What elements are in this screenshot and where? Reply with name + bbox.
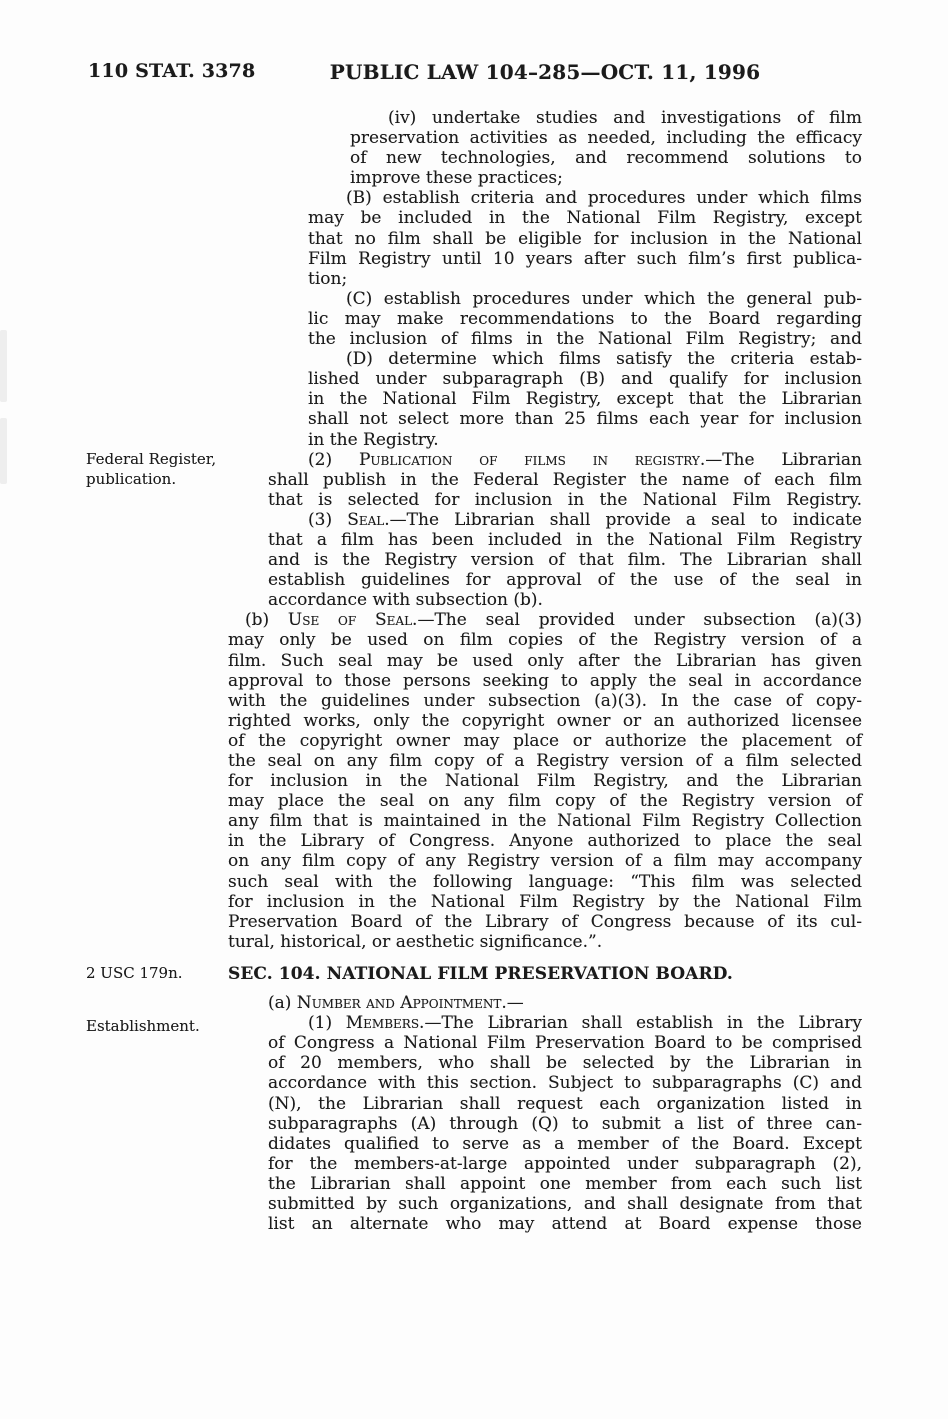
small-caps-text: umber and [311, 993, 395, 1014]
text-line: SEC. 104. NATIONAL FILM PRESERVATION BOARD. [228, 963, 733, 984]
text-line: may place the seal on any film copy of the Registry version of [228, 791, 862, 812]
margin-note [86, 963, 226, 983]
scan-artifact [0, 418, 7, 484]
text-line: for inclusion in the National Film Registry, and the Librarian [228, 771, 862, 792]
text-line: (C) establish procedures under which the general pub- [346, 288, 862, 309]
text-line: and is the Registry version of that film. The Librarian shall [268, 550, 862, 571]
text-line: of the copyright owner may place or authorize the placement of [228, 730, 862, 751]
text-line: accordance with this section. Subject to subparagraphs (C) and [268, 1073, 862, 1094]
text-line: in the National Film Registry, except that the Librarian [308, 389, 862, 410]
small-caps-text: embers [363, 1013, 420, 1034]
stat-page-number: 110 STAT. 3378 [88, 60, 256, 82]
text-line: that a film has been included in the National Film Registry [268, 529, 862, 550]
text-line: subparagraphs (A) through (Q) to submit a list of three can- [268, 1113, 862, 1134]
scan-artifact [0, 330, 7, 402]
page-header [0, 60, 948, 86]
text-line: (a) Number and Appointment.— [268, 993, 524, 1014]
text-line: (N), the Librarian shall request each organization listed in [268, 1093, 862, 1114]
margin-note [86, 1016, 226, 1036]
text-line: may only be used on film copies of the Registry version of a [228, 630, 862, 651]
text-line: accordance with subsection (b). [268, 590, 543, 611]
text-line: for the members-at-large appointed under subparagraph (2), [268, 1153, 862, 1174]
text-line: in the Library of Congress. Anyone authorized to place the seal [228, 831, 862, 852]
text-line: (3) Seal.—The Librarian shall provide a seal to indicate [308, 509, 862, 530]
text-line: the Librarian shall appoint one member from each such list [268, 1173, 862, 1194]
text-line: (b) Use of Seal.—The seal provided under subsection (a)(3) [245, 610, 862, 631]
text-line: tion; [308, 268, 348, 289]
text-line: improve these practices; [350, 168, 563, 189]
text-line: with the guidelines under subsection (a)(3). In the case of copy- [228, 690, 862, 711]
text-line: the inclusion of films in the National Film Registry; and [308, 329, 862, 350]
body-column [228, 108, 862, 1234]
small-caps-text: eal [386, 610, 413, 631]
text-line: in the Registry. [308, 429, 439, 450]
text-line: (1) Members.—The Librarian shall establish in the Library [308, 1013, 862, 1034]
margin-note-line: Federal Register, [86, 450, 217, 468]
margin-note [86, 449, 226, 489]
text-line: any film that is maintained in the National Film Registry Collection [228, 811, 862, 832]
text-line: shall publish in the Federal Register the name of each film [268, 469, 862, 490]
text-line: such seal with the following language: “This film was selected [228, 871, 862, 892]
text-line: lished under subparagraph (B) and qualify for inclusion [308, 369, 862, 390]
small-caps-text: se of [302, 610, 357, 631]
text-line: establish guidelines for approval of the use of the seal in [268, 570, 862, 591]
text-line: that is selected for inclusion in the National Film Registry. [268, 489, 862, 510]
text-line: Preservation Board of the Library of Congress because of its cul- [228, 911, 862, 932]
text-line: tural, historical, or aesthetic significance.”. [228, 931, 603, 952]
law-title: PUBLIC LAW 104–285—OCT. 11, 1996 [329, 60, 761, 84]
text-line: of Congress a National Film Preservation Board to be comprised [268, 1033, 862, 1054]
text-line: submitted by such organizations, and shall designate from that [268, 1193, 862, 1214]
text-line: may be included in the National Film Registry, except [308, 208, 862, 229]
text-line: righted works, only the copyright owner or an authorized licensee [228, 710, 862, 731]
text-line: that no film shall be eligible for inclusion in the National [308, 228, 862, 249]
text-line: didates qualified to serve as a member of the Board. Except [268, 1133, 862, 1154]
text-line: the seal on any film copy of a Registry version of a film selected [228, 751, 862, 771]
text-line: shall not select more than 25 films each year for inclusion [308, 409, 862, 430]
text-line: (D) determine which films satisfy the criteria estab- [346, 349, 862, 370]
text-line: on any film copy of any Registry version of a film may accompany [228, 851, 862, 872]
text-line: Film Registry until 10 years after such film’s first publica- [308, 248, 862, 269]
text-line: lic may make recommendations to the Board regarding [308, 308, 862, 329]
text-line: (iv) undertake studies and investigations of film [388, 108, 862, 128]
text-line: (B) establish criteria and procedures under which films [346, 188, 862, 209]
text-line: approval to those persons seeking to apply the seal in accordance [228, 670, 862, 691]
text-line: (2) Publication of films in registry.—The Librarian [308, 449, 862, 470]
margin-note-line: 2 USC 179n. [86, 964, 183, 982]
text-line: of new technologies, and recommend solutions to [350, 148, 862, 169]
small-caps-text: eal [358, 509, 385, 530]
text-line: for inclusion in the National Film Registry by the National Film [228, 891, 862, 912]
small-caps-text: ublication of films in registry [370, 449, 700, 470]
margin-note-line: publication. [86, 470, 177, 488]
margin-note-line: Establishment. [86, 1017, 200, 1035]
text-line: list an alternate who may attend at Board expense those [268, 1214, 862, 1235]
text-line: preservation activities as needed, including the efficacy [350, 128, 862, 149]
text-line: film. Such seal may be used only after the Librarian has given [228, 650, 862, 671]
small-caps-text: ppointment [412, 993, 502, 1014]
text-line: of 20 members, who shall be selected by the Librarian in [268, 1053, 862, 1074]
